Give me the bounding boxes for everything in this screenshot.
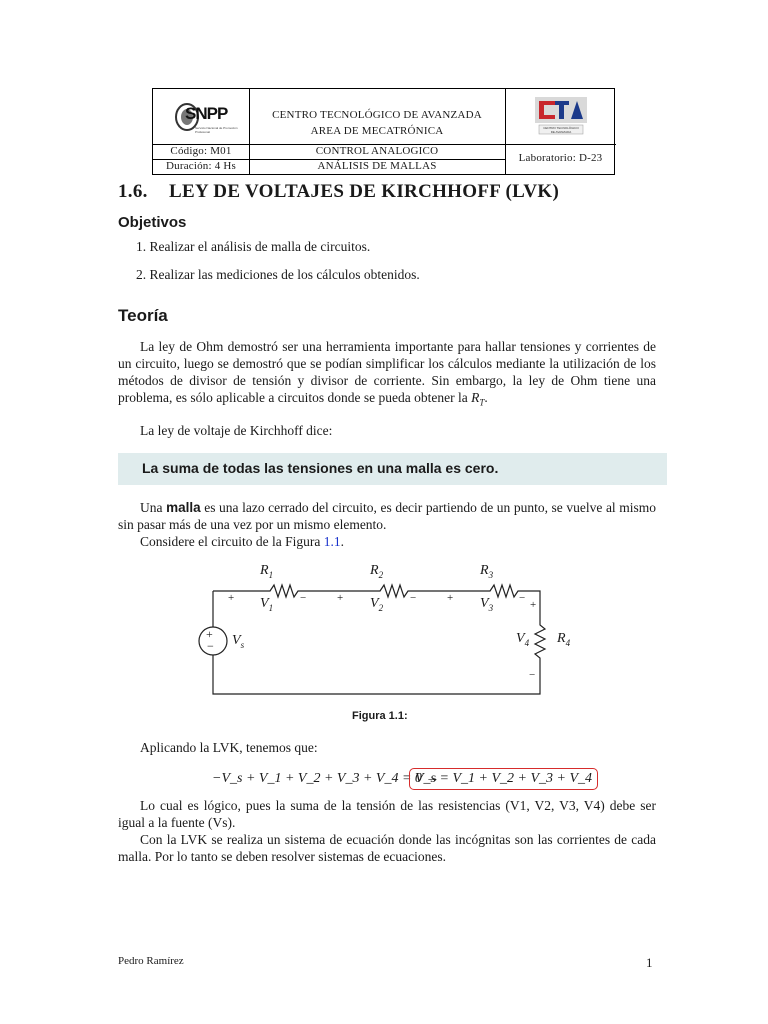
footer-author: Pedro Ramírez	[118, 955, 184, 967]
v4-label: $V_4$	[516, 631, 530, 648]
duracion-cell: Duración: 4 Hs	[165, 160, 236, 172]
consider-line: Considere el circuito de la Figura 1.1.	[140, 534, 344, 549]
equation-boxed: V_s = V_1 + V_2 + V_3 + V_4	[409, 768, 598, 790]
snpp-logo-text: SNPP	[185, 104, 228, 123]
codigo-cell: Código: M01	[170, 145, 232, 157]
center-title-line1: CENTRO TECNOLÓGICO DE AVANZADA	[272, 109, 482, 121]
r2-minus: −	[410, 592, 417, 604]
r2-plus: +	[337, 592, 344, 604]
topic-cell: ANÁLISIS DE MALLAS	[317, 160, 437, 172]
cta-logo	[533, 95, 589, 137]
r1-minus: −	[300, 592, 307, 604]
snpp-logo	[173, 97, 243, 141]
v3-label: $V_3$	[480, 596, 494, 613]
objectives-heading: Objetivos	[118, 214, 187, 231]
equation-left: −V_s + V_1 + V_2 + V_3 + V_4 = 0 →	[212, 771, 440, 786]
source-label: $V_s$	[232, 633, 245, 650]
figure-caption: Figura 1.1:	[352, 710, 408, 722]
theory-paragraph-text: La ley de Ohm demostró ser una herramienta importante para hallar tensiones y corrientes de un circuito, luego se demostró que se podían simplificar los cálculos mediante la utilización de los métodos de divisor de tensión y divisor de corriente. Sin embargo, la ley de Ohm tiene una problema, es sólo aplicable a circuitos donde se pueda obtener la	[118, 339, 656, 405]
r4-minus: −	[529, 669, 536, 681]
figure-link[interactable]: 1.1	[323, 534, 341, 549]
circuit-diagram	[190, 555, 580, 705]
r1-plus: +	[228, 592, 235, 604]
theory-kirchhoff-line: La ley de voltaje de Kirchhoff dice:	[140, 423, 333, 438]
course-cell: CONTROL ANALOGICO	[315, 145, 439, 157]
objective-item-2: 2. Realizar las mediciones de los cálculos obtenidos.	[136, 267, 420, 282]
kvl-statement: La suma de todas las tensiones en una malla es cero.	[142, 460, 499, 476]
header-table	[152, 88, 615, 175]
page-number: 1	[646, 955, 653, 970]
objective-item-1: 1. Realizar el análisis de malla de circuitos.	[136, 239, 371, 254]
section-title: LEY DE VOLTAJES DE KIRCHHOFF (LVK)	[169, 181, 560, 202]
section-number: 1.6.	[118, 181, 148, 202]
r3-minus: −	[519, 592, 526, 604]
mesh-bold: malla	[166, 500, 201, 515]
snpp-logo-subtext: Servicio Nacional de Promoción Profesional	[195, 126, 238, 134]
r2-label: $R_2$	[370, 563, 384, 580]
r4-label: $R_4$	[557, 631, 571, 648]
r3-plus: +	[447, 592, 454, 604]
theory-paragraph: La ley de Ohm demostró ser una herramienta importante para hallar tensiones y corrientes de un circuito, luego se demostró que se podían simplificar los cálculos mediante la utilización de los métodos de divisor de tensión y divisor de corriente. Sin embargo, la ley de Ohm tiene una problema, es sólo aplicable a circuitos donde se pueda obtener la $R_T$.	[118, 339, 656, 408]
applying-line: Aplicando la LVK, tenemos que:	[140, 740, 318, 755]
cta-logo-subtext: CENTRO TECNOLÓGICO DE AVANZADA	[543, 126, 579, 134]
theory-heading: Teoría	[118, 306, 168, 325]
mesh-paragraph: Una malla es una lazo cerrado del circuito, es decir partiendo de un punto, se vuelve al mismo sin pasar más de una vez por un mismo elemento.	[118, 500, 657, 532]
conclusion-paragraph-1: Lo cual es lógico, pues la suma de la tensión de las resistencias (V1, V2, V3, V4) debe ser igual a la fuente (Vs).	[118, 798, 656, 830]
rt-symbol: $R_T$	[471, 390, 485, 408]
conclusion-paragraph-2: Con la LVK se realiza un sistema de ecuación donde las incógnitas son las corrientes de cada malla. Por lo tanto se deben resolver sistemas de ecuaciones.	[118, 832, 656, 864]
r3-label: $R_3$	[480, 563, 494, 580]
kvl-statement-box	[118, 453, 667, 485]
source-minus: −	[207, 639, 214, 653]
r1-label: $R_1$	[260, 563, 274, 580]
r4-plus: +	[530, 599, 537, 611]
center-title-line2: AREA DE MECATRÓNICA	[310, 125, 444, 137]
v2-label: $V_2$	[370, 596, 384, 613]
lab-cell: Laboratorio: D-23	[518, 152, 603, 164]
v1-label: $V_1$	[260, 596, 274, 613]
source-plus: +	[206, 627, 213, 641]
